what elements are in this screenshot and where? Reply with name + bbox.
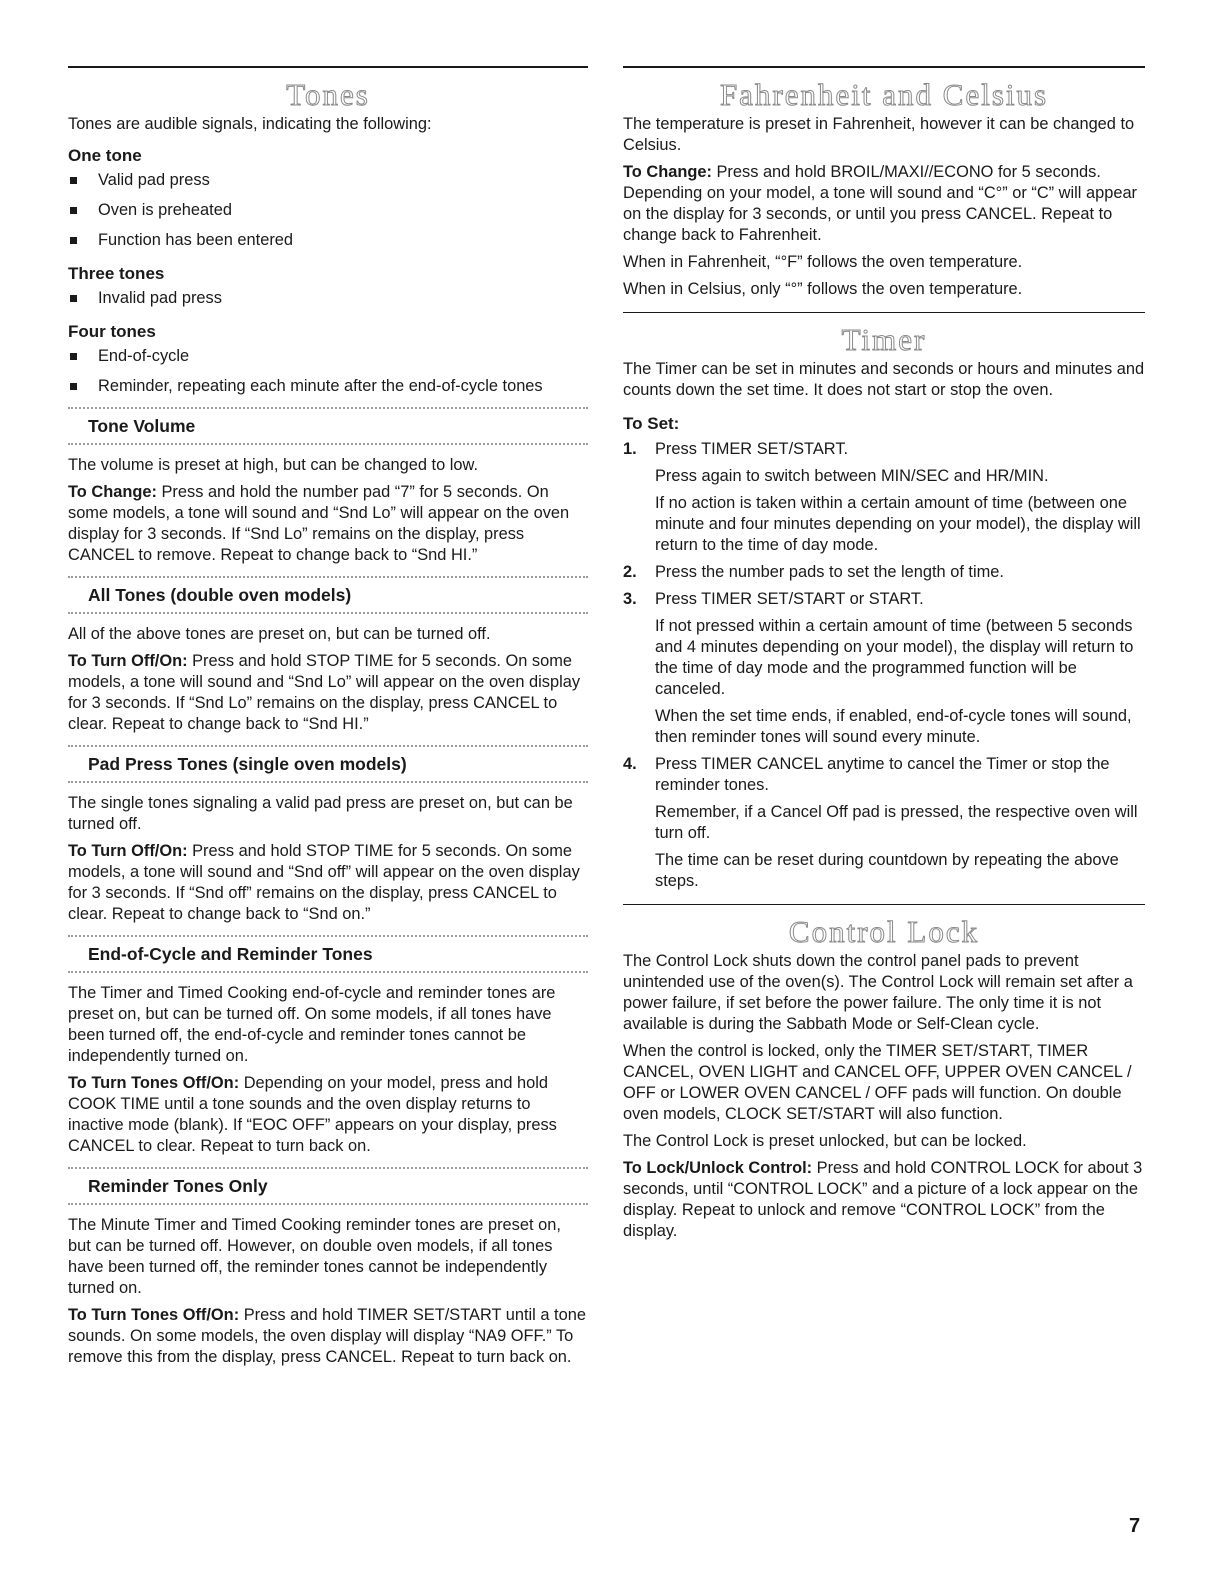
to-set-heading: To Set: [623, 414, 680, 433]
paragraph: The Timer can be set in minutes and seconds or hours and minutes and counts down the set time. It does not start or stop the oven. [623, 360, 1145, 399]
tone-group-one [68, 145, 588, 251]
paragraph: The single tones signaling a valid pad press are preset on, but can be turned off. [68, 794, 573, 833]
section-top-rule [68, 66, 588, 68]
list-item: Function has been entered [68, 230, 588, 251]
square-bullet-icon [70, 295, 77, 302]
paragraph: The Minute Timer and Timed Cooking reminder tones are preset on, but can be turned off. However, on double oven models, if all tones have been turned off, the reminder tones cannot be independently turned on. [68, 1216, 561, 1297]
list-item: End-of-cycle [68, 346, 588, 367]
paragraph: The Control Lock is preset unlocked, but can be locked. [623, 1132, 1027, 1150]
paragraph: To Turn Off/On: Press and hold STOP TIME for 5 seconds. On some models, a tone will sound and “Snd Lo” will appear on the oven display for 3 seconds. If “Snd Lo” remains on the display, press CANCEL to clear. Repeat to change back to “Snd HI.” [68, 652, 581, 733]
list-item: Oven is preheated [68, 200, 588, 221]
paragraph: The Control Lock shuts down the control panel pads to prevent unintended use of the oven(s). The Control Lock will remain set after a power failure, if set before the power failure. The only time it is not available is during the Sabbath Mode or Self-Clean cycle. [623, 952, 1133, 1033]
paragraph: To Turn Off/On: Press and hold STOP TIME for 5 seconds. On some models, a tone will sound and “Snd off” will appear on the oven display for 3 seconds. If “Snd off” remains on the display, press CANCEL to clear. Repeat to change back to “Snd on.” [68, 842, 580, 923]
subsection-title: All Tones (double oven models) [88, 585, 352, 605]
list-item: Reminder, repeating each minute after the end-of-cycle tones [68, 376, 588, 397]
tone-group-heading: Three tones [68, 264, 165, 283]
paragraph: The temperature is preset in Fahrenheit, however it can be changed to Celsius. [623, 115, 1135, 154]
section-divider [623, 312, 1145, 313]
paragraph: The volume is preset at high, but can be changed to low. [68, 456, 479, 474]
square-bullet-icon [70, 353, 77, 360]
dotted-rule [68, 971, 588, 973]
square-bullet-icon [70, 383, 77, 390]
step-item: 1. Press TIMER SET/START. Press again to switch between MIN/SEC and HR/MIN. If no action is taken within a certain amount of time (between one minute and four minutes depending on your model), the display will return to the time of day mode. [623, 440, 1141, 554]
section-divider [623, 904, 1145, 905]
paragraph: When in Celsius, only “°” follows the oven temperature. [623, 280, 1023, 298]
dotted-rule [68, 576, 588, 578]
tone-group-heading: Four tones [68, 322, 156, 341]
tones-title: Tones [286, 77, 370, 112]
subsection-reminder-tones [68, 1167, 588, 1368]
timer-steps [623, 439, 1145, 892]
step-item: 4. Press TIMER CANCEL anytime to cancel the Timer or stop the reminder tones. Remember, if a Cancel Off pad is pressed, the respective oven will turn off. The time can be reset during countdown by repeating the above steps. [623, 755, 1138, 890]
dotted-rule [68, 935, 588, 937]
step-item: 3. Press TIMER SET/START or START. If not pressed within a certain amount of time (between 5 seconds and 4 minutes depending on your model), the display will return to the time of day mode and the programmed function will be canceled. When the set time ends, if enabled, end-of-cycle tones will sound, then reminder tones will sound every minute. [623, 590, 1134, 746]
subsection-title: Reminder Tones Only [88, 1176, 268, 1196]
section-top-rule [623, 66, 1145, 68]
subsection-pad-press-tones [68, 745, 588, 925]
subsection-end-of-cycle [68, 935, 588, 1157]
paragraph: To Turn Tones Off/On: Depending on your model, press and hold COOK TIME until a tone sounds and the oven display returns to inactive mode (blank). If “EOC OFF” appears on your display, press CANCEL to clear. Repeat to turn back on. [68, 1074, 557, 1155]
timer-title: Timer [841, 322, 927, 357]
paragraph: When in Fahrenheit, “°F” follows the oven temperature. [623, 253, 1023, 271]
list-item: Valid pad press [68, 170, 588, 191]
paragraph: To Lock/Unlock Control: Press and hold CONTROL LOCK for about 3 seconds, until “CONTROL LOCK” and a picture of a lock appear on the display. Repeat to unlock and remove “CONTROL LOCK” from the display. [623, 1159, 1143, 1240]
dotted-rule [68, 443, 588, 445]
dotted-rule [68, 1203, 588, 1205]
right-column [623, 66, 1145, 1248]
square-bullet-icon [70, 237, 77, 244]
subsection-title: End-of-Cycle and Reminder Tones [88, 944, 373, 964]
paragraph: All of the above tones are preset on, but can be turned off. [68, 625, 491, 643]
page-number: 7 [1129, 1515, 1141, 1537]
subsection-title: Tone Volume [88, 416, 196, 436]
paragraph: To Change: Press and hold the number pad “7” for 5 seconds. On some models, a tone will sound and “Snd Lo” will appear on the oven display for 3 seconds. If “Snd Lo” remains on the display, press CANCEL to remove. Repeat to change back to “Snd HI.” [68, 483, 570, 564]
dotted-rule [68, 745, 588, 747]
square-bullet-icon [70, 207, 77, 214]
paragraph: To Change: Press and hold BROIL/MAXI//ECONO for 5 seconds. Depending on your model, a tone will sound and “C°” or “C” will appear on the display for 3 seconds, or until you press CANCEL. Repeat to change back to Fahrenheit. [623, 163, 1138, 244]
tones-intro: Tones are audible signals, indicating the following: [68, 115, 432, 133]
dotted-rule [68, 612, 588, 614]
subsection-tone-volume [68, 407, 588, 566]
paragraph: The Timer and Timed Cooking end-of-cycle and reminder tones are preset on, but can be turned off. On some models, if all tones have been turned off, the end-of-cycle and reminder tones cannot be independently turned on. [68, 984, 556, 1065]
paragraph: When the control is locked, only the TIMER SET/START, TIMER CANCEL, OVEN LIGHT and CANCEL OFF, UPPER OVEN CANCEL / OFF or LOWER OVEN CANCEL / OFF pads will function. On double oven models, CLOCK SET/START will also function. [623, 1042, 1132, 1123]
left-column [68, 66, 588, 1374]
dotted-rule [68, 407, 588, 409]
control-lock-title: Control Lock [788, 914, 980, 949]
square-bullet-icon [70, 177, 77, 184]
step-item: 2. Press the number pads to set the length of time. [623, 563, 1004, 581]
paragraph: To Turn Tones Off/On: Press and hold TIMER SET/START until a tone sounds. On some models, the oven display will display “NA9 OFF.” To remove this from the display, press CANCEL. Repeat to turn back on. [68, 1306, 586, 1366]
subsection-title: Pad Press Tones (single oven models) [88, 754, 407, 774]
dotted-rule [68, 781, 588, 783]
tone-group-three [68, 263, 588, 309]
tone-group-four [68, 321, 588, 397]
tone-group-heading: One tone [68, 146, 142, 165]
dotted-rule [68, 1167, 588, 1169]
list-item: Invalid pad press [68, 288, 588, 309]
subsection-all-tones [68, 576, 588, 735]
fahrenheit-celsius-title: Fahrenheit and Celsius [719, 77, 1049, 112]
